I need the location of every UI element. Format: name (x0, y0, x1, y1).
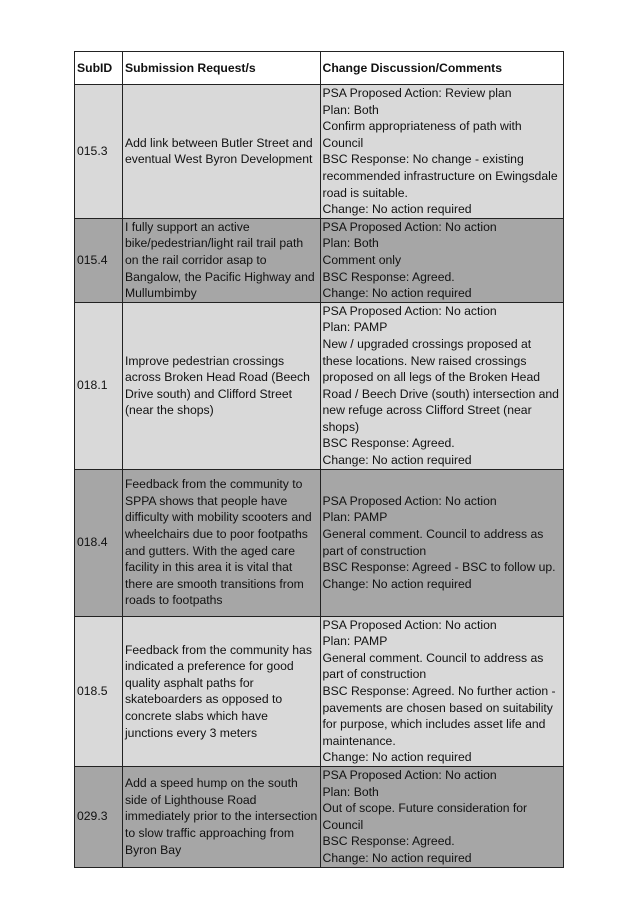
comment-line: Plan: Both (322, 236, 379, 251)
request-cell: Improve pedestrian crossings across Broken Head Road (Beech Drive south) and Clifford Street (near the shops) (122, 302, 320, 469)
comments-cell (320, 218, 563, 302)
comment-line: Plan: Both (322, 784, 379, 799)
comment-line: BSC Response: Agreed. (322, 834, 455, 849)
comment-line: BSC Response: Agreed. No further action - pavements are chosen based on suitability for purpose, which includes asset life and maintenance. (322, 684, 556, 748)
table-row (75, 218, 564, 302)
request-cell: Add link between Butler Street and eventual West Byron Development (122, 85, 320, 219)
subid-cell: 018.4 (75, 469, 123, 616)
request-cell: Feedback from the community has indicated a preference for good quality asphalt paths for skateboarders as opposed to concrete slabs which have junctions every 3 meters (122, 616, 320, 766)
comment-line: General comment. Council to address as part of construction (322, 527, 544, 558)
header-comments: Change Discussion/Comments (320, 52, 563, 85)
subid-cell: 015.3 (75, 85, 123, 219)
comment-line: BSC Response: Agreed. (322, 436, 455, 451)
comment-line: Change: No action required (322, 453, 472, 468)
comments-cell (320, 767, 563, 868)
table-row (75, 616, 564, 766)
header-row (75, 52, 564, 85)
comment-line: Plan: PAMP (322, 320, 388, 335)
subid-cell: 029.3 (75, 767, 123, 868)
comment-line: General comment. Council to address as part of construction (322, 650, 544, 682)
comment-line: Comment only (322, 252, 402, 267)
comment-line: PSA Proposed Action: Review plan (322, 86, 512, 100)
comments-cell (320, 302, 563, 469)
comment-line: Plan: PAMP (322, 634, 388, 649)
comment-line: Change: No action required (322, 202, 472, 217)
comment-line: PSA Proposed Action: No action (322, 219, 497, 234)
comment-line: Change: No action required (322, 576, 472, 591)
comment-line: Change: No action required (322, 850, 472, 865)
table-row (75, 85, 564, 219)
comments-cell (320, 469, 563, 616)
header-request: Submission Request/s (122, 52, 320, 85)
subid-cell: 018.5 (75, 616, 123, 766)
comment-line: Out of scope. Future consideration for Council (322, 801, 528, 832)
comment-line: BSC Response: Agreed. (322, 269, 455, 284)
comment-line: PSA Proposed Action: No action (322, 303, 497, 318)
comment-line: PSA Proposed Action: No action (322, 768, 497, 782)
subid-cell: 018.1 (75, 302, 123, 469)
comment-line: New / upgraded crossings proposed at these locations. New raised crossings proposed on all legs of the Broken Head Road / Beech Drive (south) intersection and new refuge across Clifford Street (near shops) (322, 336, 559, 434)
request-cell: Feedback from the community to SPPA shows that people have difficulty with mobility scooters and wheelchairs due to poor footpaths and gutters. With the aged care facility in this area it is vital that there are smooth transitions from roads to footpaths (122, 469, 320, 616)
request-cell: I fully support an active bike/pedestrian/light rail trail path on the rail corridor asap to Bangalow, the Pacific Highway and Mullumbimby (122, 218, 320, 302)
table-row (75, 469, 564, 616)
comment-line: Confirm appropriateness of path with Council (322, 119, 522, 150)
comments-cell (320, 85, 563, 219)
comment-line: Change: No action required (322, 750, 472, 765)
comment-line: Plan: Both (322, 102, 379, 117)
table-row (75, 767, 564, 868)
comment-line: Plan: PAMP (322, 510, 388, 525)
comments-cell (320, 616, 563, 766)
submissions-table (74, 51, 564, 868)
comment-line: BSC Response: Agreed - BSC to follow up. (322, 560, 556, 575)
table-row (75, 302, 564, 469)
header-subid: SubID (75, 52, 123, 85)
comment-line: BSC Response: No change - existing recommended infrastructure on Ewingsdale road is suitable. (322, 152, 558, 200)
subid-cell: 015.4 (75, 218, 123, 302)
comment-line: PSA Proposed Action: No action (322, 493, 497, 508)
request-cell: Add a speed hump on the south side of Lighthouse Road immediately prior to the intersection to slow traffic approaching from Byron Bay (122, 767, 320, 868)
comment-line: PSA Proposed Action: No action (322, 617, 497, 632)
comment-line: Change: No action required (322, 286, 472, 301)
